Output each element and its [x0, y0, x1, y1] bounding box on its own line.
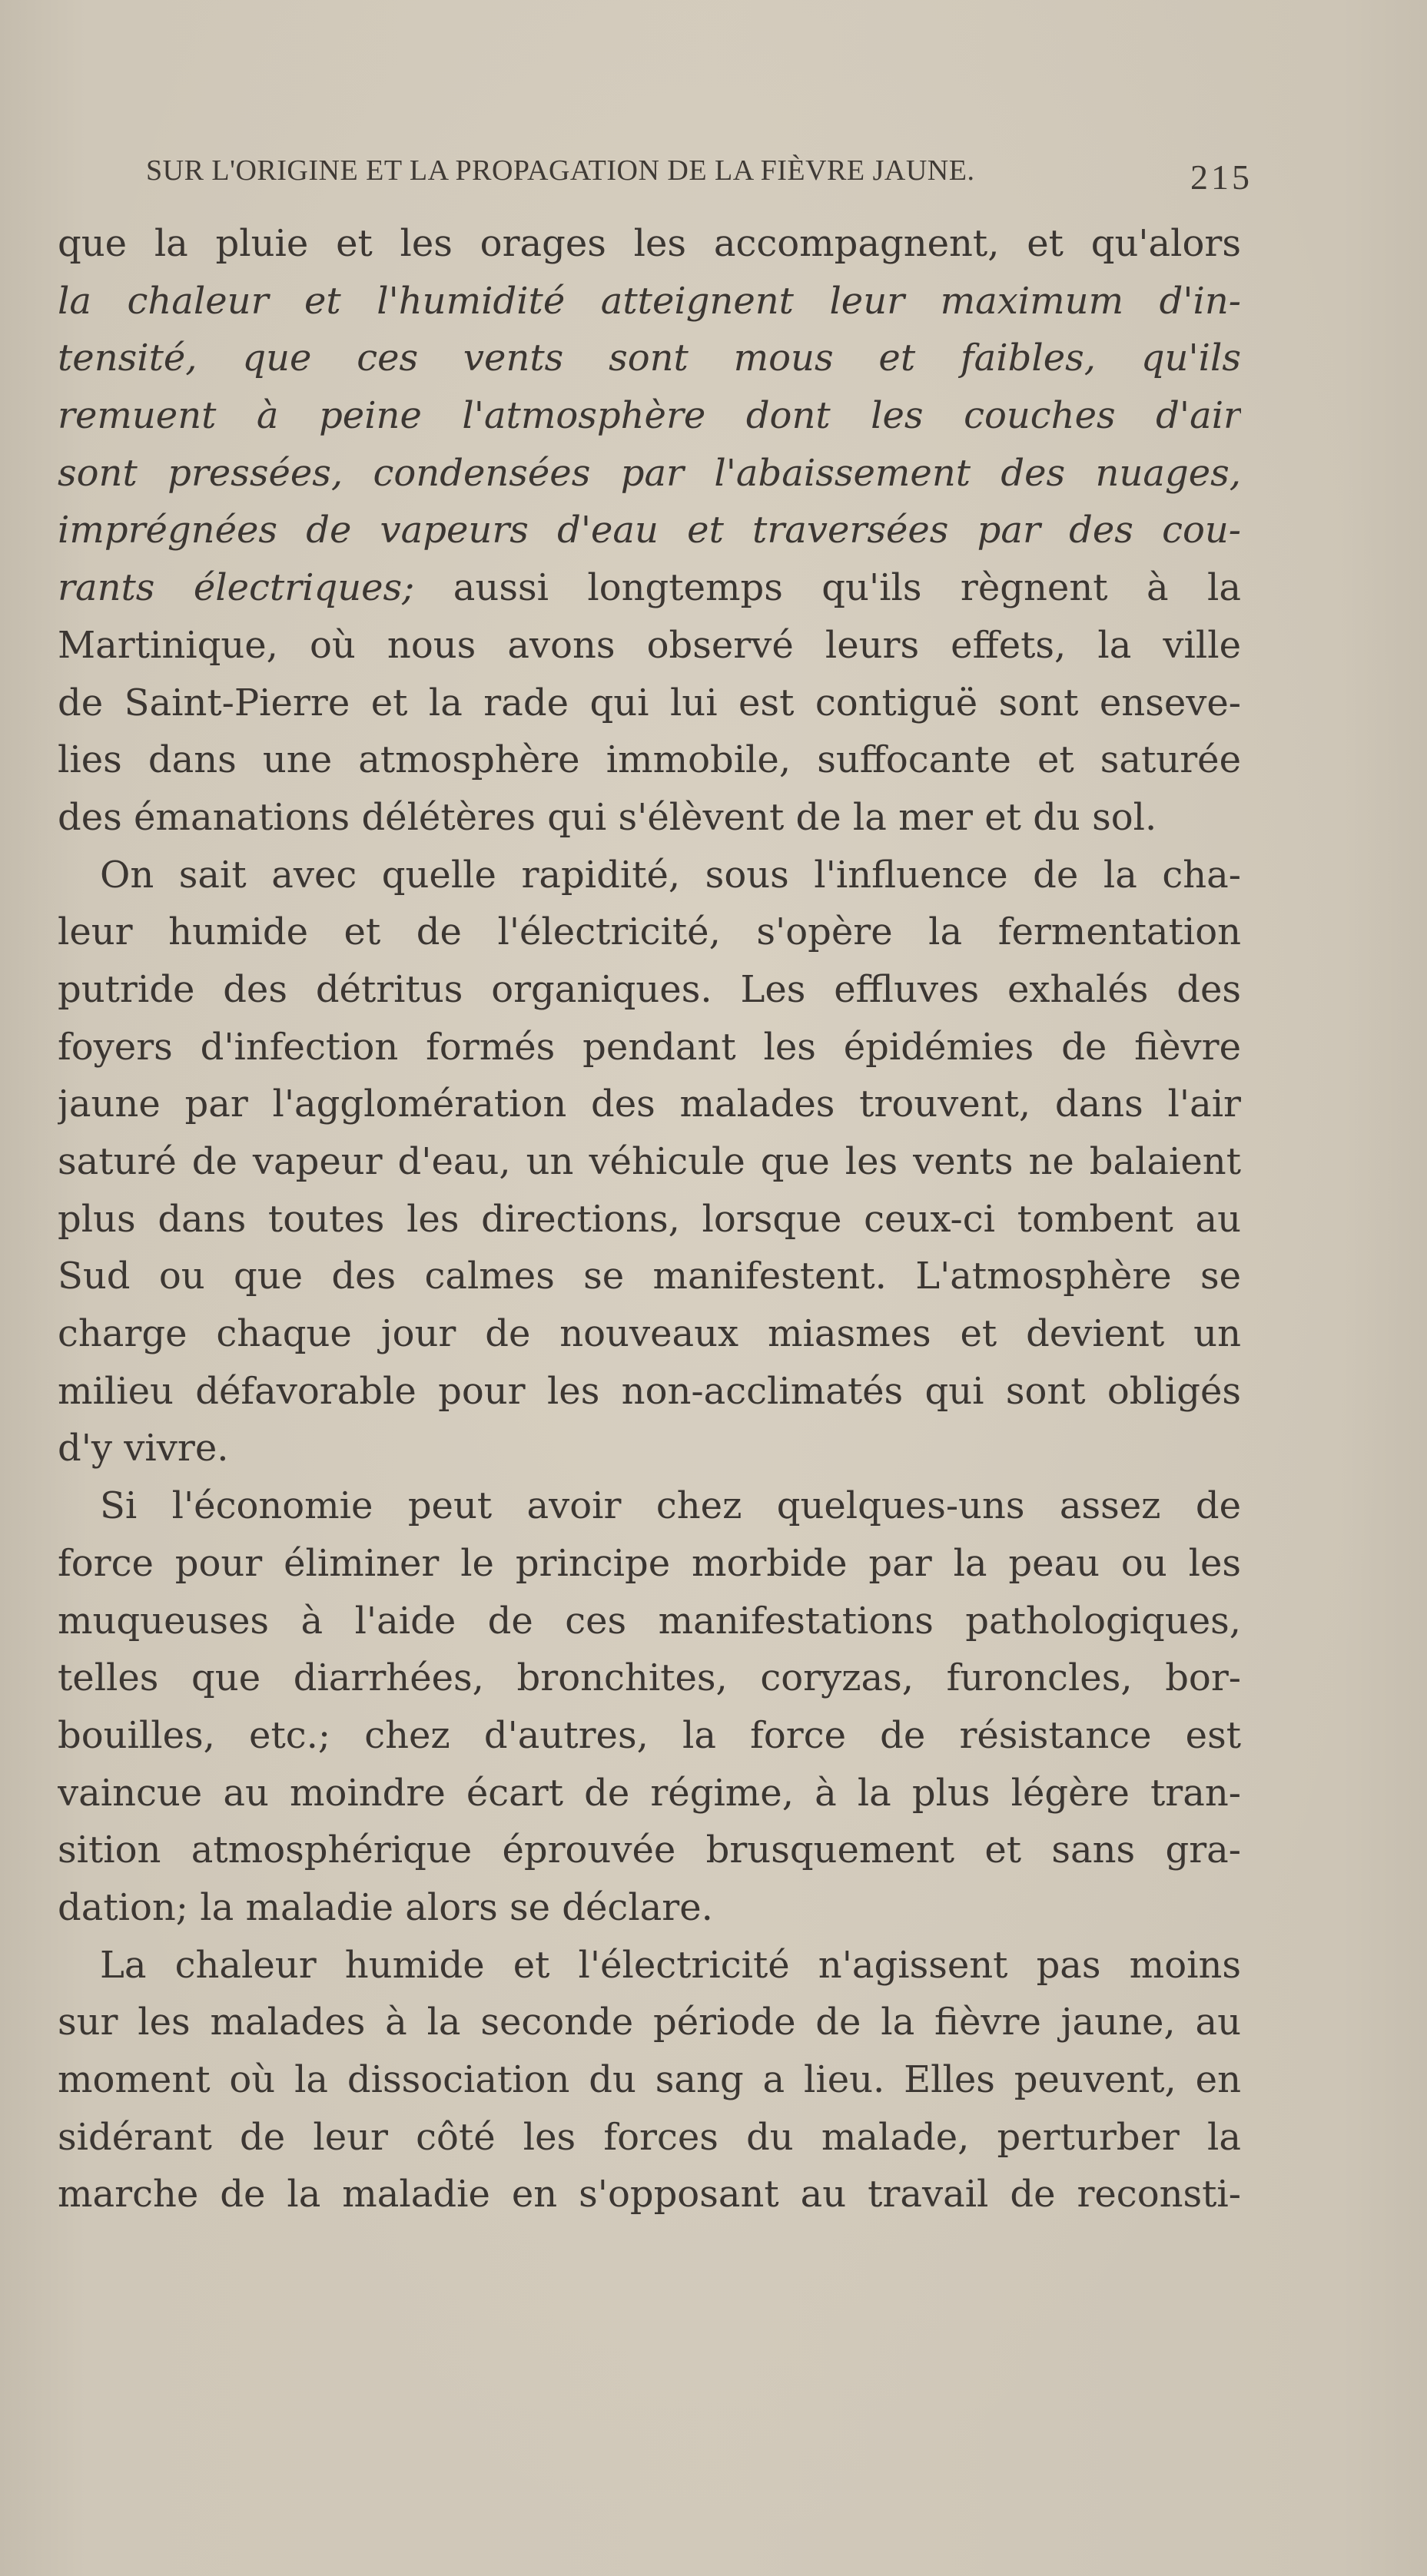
text-line: telles que diarrhées, bronchites, coryzas, furoncles, bor-: [58, 1656, 1241, 1700]
text-line: jaune par l'agglomération des malades trouvent, dans l'air: [58, 1082, 1241, 1126]
text-line: des émanations délétères qui s'élèvent de la mer et du sol.: [58, 795, 1157, 839]
text-line-mixed: [58, 559, 1241, 617]
text-line: charge chaque jour de nouveaux miasmes et devient un: [58, 1312, 1241, 1356]
text-line: dation; la maladie alors se déclare.: [58, 1885, 713, 1929]
text-line: putride des détritus organiques. Les effluves exhalés des: [58, 967, 1241, 1011]
text-line: moment où la dissociation du sang a lieu. Elles peuvent, en: [58, 2058, 1241, 2101]
running-title: SUR L'ORIGINE ET LA PROPAGATION DE LA FIÈVRE JAUNE.: [146, 154, 975, 187]
text-line: la chaleur et l'humidité atteignent leur maximum d'in-: [58, 279, 1241, 323]
text-line: milieu défavorable pour les non-acclimatés qui sont obligés: [58, 1369, 1241, 1413]
text-line: plus dans toutes les directions, lorsque ceux-ci tombent au: [58, 1197, 1241, 1241]
body-text: [58, 215, 1241, 2223]
text-line-roman-part: aussi longtemps qu'ils règnent à la: [414, 566, 1241, 610]
text-line: sidérant de leur côté les forces du malade, perturber la: [58, 2115, 1241, 2159]
text-line: tensité, que ces vents sont mous et faibles, qu'ils: [58, 337, 1241, 380]
text-line: remuent à peine l'atmosphère dont les couches d'air: [58, 394, 1241, 438]
text-line: sont pressées, condensées par l'abaissement des nuages,: [58, 451, 1241, 495]
text-line: Martinique, où nous avons observé leurs effets, la ville: [58, 623, 1241, 667]
text-line: de Saint-Pierre et la rade qui lui est contiguë sont enseve-: [58, 681, 1241, 724]
page-header: [146, 154, 1253, 207]
text-line: sition atmosphérique éprouvée brusquement et sans gra-: [58, 1828, 1241, 1872]
text-line: d'y vivre.: [58, 1427, 229, 1470]
paragraph-start-line: Si l'économie peut avoir chez quelques-uns assez de: [100, 1484, 1241, 1528]
text-line: force pour éliminer le principe morbide par la peau ou les: [58, 1541, 1241, 1585]
text-line: marche de la maladie en s'opposant au travail de reconsti-: [58, 2173, 1241, 2216]
page-number: 215: [1190, 157, 1253, 197]
text-line: saturé de vapeur d'eau, un véhicule que les vents ne balaient: [58, 1140, 1241, 1183]
paragraph-start-line: La chaleur humide et l'électricité n'agissent pas moins: [100, 1943, 1241, 1987]
text-line: sur les malades à la seconde période de la fièvre jaune, au: [58, 2001, 1241, 2044]
text-line: lies dans une atmosphère immobile, suffocante et saturée: [58, 738, 1241, 782]
text-line: que la pluie et les orages les accompagnent, et qu'alors: [58, 222, 1241, 265]
text-line: vaincue au moindre écart de régime, à la plus légère tran-: [58, 1771, 1241, 1815]
text-line: bouilles, etc.; chez d'autres, la force de résistance est: [58, 1713, 1241, 1757]
paragraph-start-line: On sait avec quelle rapidité, sous l'influence de la cha-: [100, 853, 1241, 897]
text-line: imprégnées de vapeurs d'eau et traversées par des cou-: [58, 509, 1241, 552]
text-line: Sud ou que des calmes se manifestent. L'atmosphère se: [58, 1255, 1241, 1298]
text-line: muqueuses à l'aide de ces manifestations pathologiques,: [58, 1599, 1241, 1643]
text-line: leur humide et de l'électricité, s'opère la fermentation: [58, 910, 1241, 954]
text-line: foyers d'infection formés pendant les épidémies de fièvre: [58, 1025, 1241, 1069]
text-line-italic-part: rants électriques;: [58, 566, 415, 610]
